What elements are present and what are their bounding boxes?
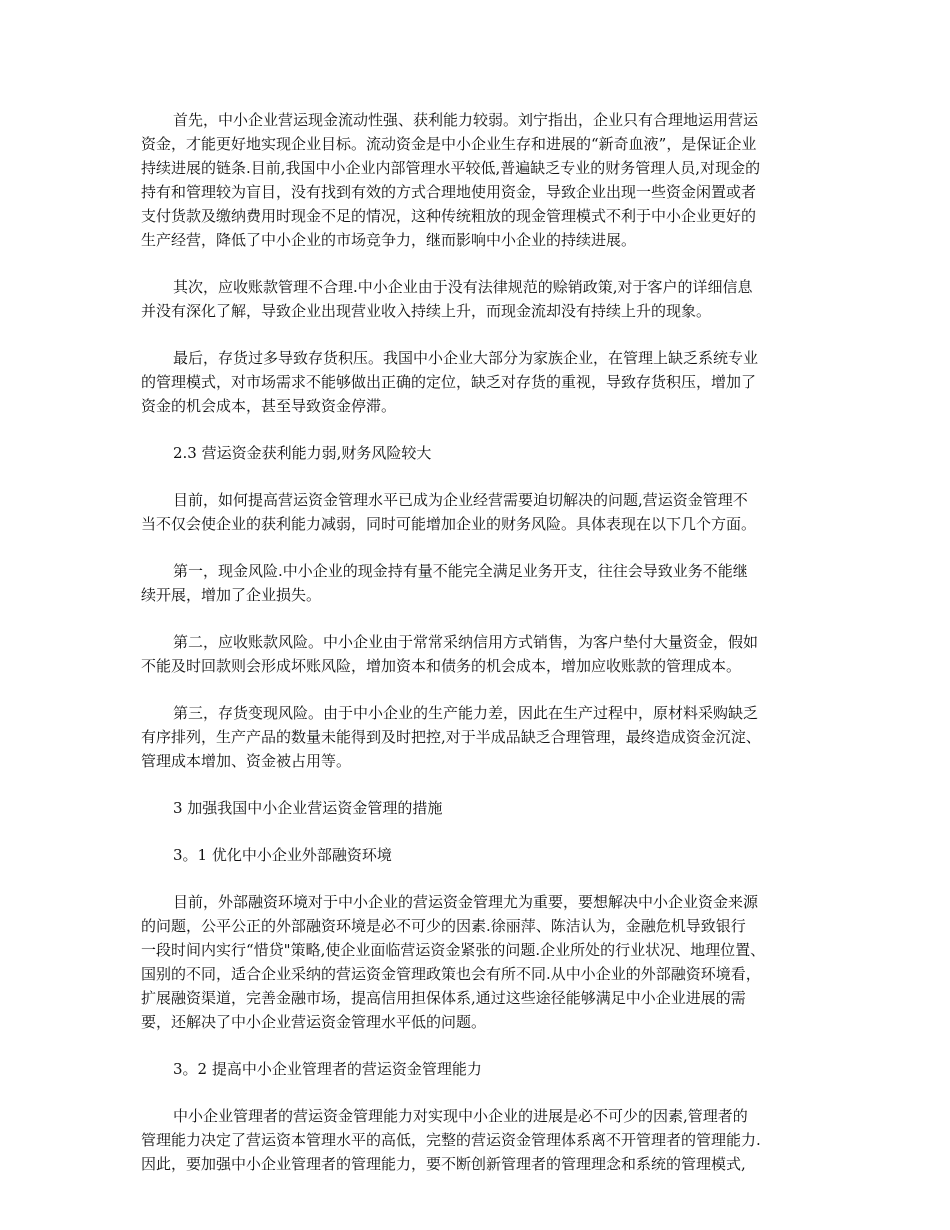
paragraph-line: 目前，如何提高营运资金管理水平已成为企业经营需要迫切解决的问题,营运资金管理不	[173, 491, 748, 509]
paragraph-line: 的问题，公平公正的外部融资环境是必不可少的因素.徐丽萍、陈洁认为，金融危机导致银行	[141, 917, 746, 935]
paragraph	[141, 890, 821, 1034]
paragraph-line: 其次，应收账款管理不合理.中小企业由于没有法律规范的赊销政策,对于客户的详细信息	[173, 278, 753, 296]
paragraph-line: 第二，应收账款风险。中小企业由于常常采纳信用方式销售，为客户垫付大量资金，假如	[173, 633, 759, 651]
paragraph-line: 管理能力决定了营运资本管理水平的高低，完整的营运资金管理体系离不开管理者的管理能力.	[141, 1131, 761, 1149]
section-heading	[141, 1057, 821, 1081]
paragraph-line: 第一，现金风险.中小企业的现金持有量不能完全满足业务开支，往往会导致业务不能继	[173, 562, 748, 580]
paragraph-line: 持有和管理较为盲目，没有找到有效的方式合理地使用资金，导致企业出现一些资金闲置或者	[141, 183, 757, 201]
paragraph-line: 有序排列，生产产品的数量未能得到及时把控,对于半成品缺乏合理管理，最终造成资金沉淀、	[141, 728, 761, 746]
paragraph-line: 并没有深化了解，导致企业出现营业收入持续上升，而现金流却没有持续上升的现象。	[141, 302, 712, 320]
document-body	[141, 108, 821, 1199]
paragraph-line: 扩展融资渠道，完善金融市场，提高信用担保体系,通过这些途径能够满足中小企业进展的需	[141, 989, 746, 1007]
paragraph	[141, 630, 821, 678]
paragraph	[141, 1104, 821, 1176]
paragraph	[141, 701, 821, 773]
paragraph-line: 生产经营，降低了中小企业的市场竞争力，继而影响中小企业的持续进展。	[141, 231, 637, 249]
paragraph-line: 目前，外部融资环境对于中小企业的营运资金管理尤为重要，要想解决中小企业资金来源	[173, 893, 759, 911]
paragraph-line: 资金，才能更好地实现企业目标。流动资金是中小企业生存和进展的“新奇血液”，是保证企业	[141, 135, 757, 153]
paragraph-line: 资金的机会成本，甚至导致资金停滞。	[141, 397, 397, 415]
paragraph	[141, 108, 821, 252]
paragraph	[141, 346, 821, 418]
paragraph-line: 因此，要加强中小企业管理者的管理能力，要不断创新管理者的管理理念和系统的管理模式,	[141, 1155, 746, 1173]
heading-text: 3。1 优化中小企业外部融资环境	[173, 846, 392, 864]
paragraph-line: 续开展，增加了企业损失。	[141, 586, 322, 604]
paragraph-line: 最后，存货过多导致存货积压。我国中小企业大部分为家族企业，在管理上缺乏系统专业	[173, 349, 759, 367]
paragraph-line: 支付货款及缴纳费用时现金不足的情况，这种传统粗放的现金管理模式不利于中小企业更好的	[141, 207, 757, 225]
paragraph-line: 不能及时回款则会形成坏账风险，增加资本和债务的机会成本，增加应收账款的管理成本。	[141, 657, 742, 675]
paragraph-line: 要，还解决了中小企业营运资金管理水平低的问题。	[141, 1013, 487, 1031]
section-heading	[141, 843, 821, 867]
paragraph-line: 首先，中小企业营运现金流动性强、获利能力较弱。刘宁指出，企业只有合理地运用营运	[173, 111, 759, 129]
paragraph	[141, 275, 821, 323]
section-heading	[141, 441, 821, 465]
paragraph-line: 管理成本增加、资金被占用等。	[141, 752, 352, 770]
paragraph	[141, 559, 821, 607]
paragraph-line: 的管理模式，对市场需求不能够做出正确的定位，缺乏对存货的重视，导致存货积压，增加了	[141, 373, 757, 391]
paragraph-line: 当不仅会使企业的获利能力减弱，同时可能增加企业的财务风险。具体表现在以下几个方面。	[141, 515, 757, 533]
heading-text: 3。2 提高中小企业管理者的营运资金管理能力	[173, 1060, 482, 1078]
heading-text: 3 加强我国中小企业营运资金管理的措施	[173, 799, 443, 817]
heading-text: 2.3 营运资金获利能力弱,财务风险较大	[173, 444, 432, 462]
paragraph	[141, 488, 821, 536]
paragraph-line: 第三，存货变现风险。由于中小企业的生产能力差，因此在生产过程中，原材料采购缺乏	[173, 704, 759, 722]
paragraph-line: 国别的不同，适合企业采纳的营运资金管理政策也会有所不同.从中小企业的外部融资环境看，	[141, 965, 761, 983]
paragraph-line: 一段时间内实行“惜贷"策略,使企业面临营运资金紧张的问题.企业所处的行业状况、地理位置、	[141, 941, 766, 959]
paragraph-line: 持续进展的链条.目前,我国中小企业内部管理水平较低,普遍缺乏专业的财务管理人员,对现金的	[141, 159, 761, 177]
section-heading	[141, 796, 821, 820]
paragraph-line: 中小企业管理者的营运资金管理能力对实现中小企业的进展是必不可少的因素,管理者的	[173, 1107, 748, 1125]
